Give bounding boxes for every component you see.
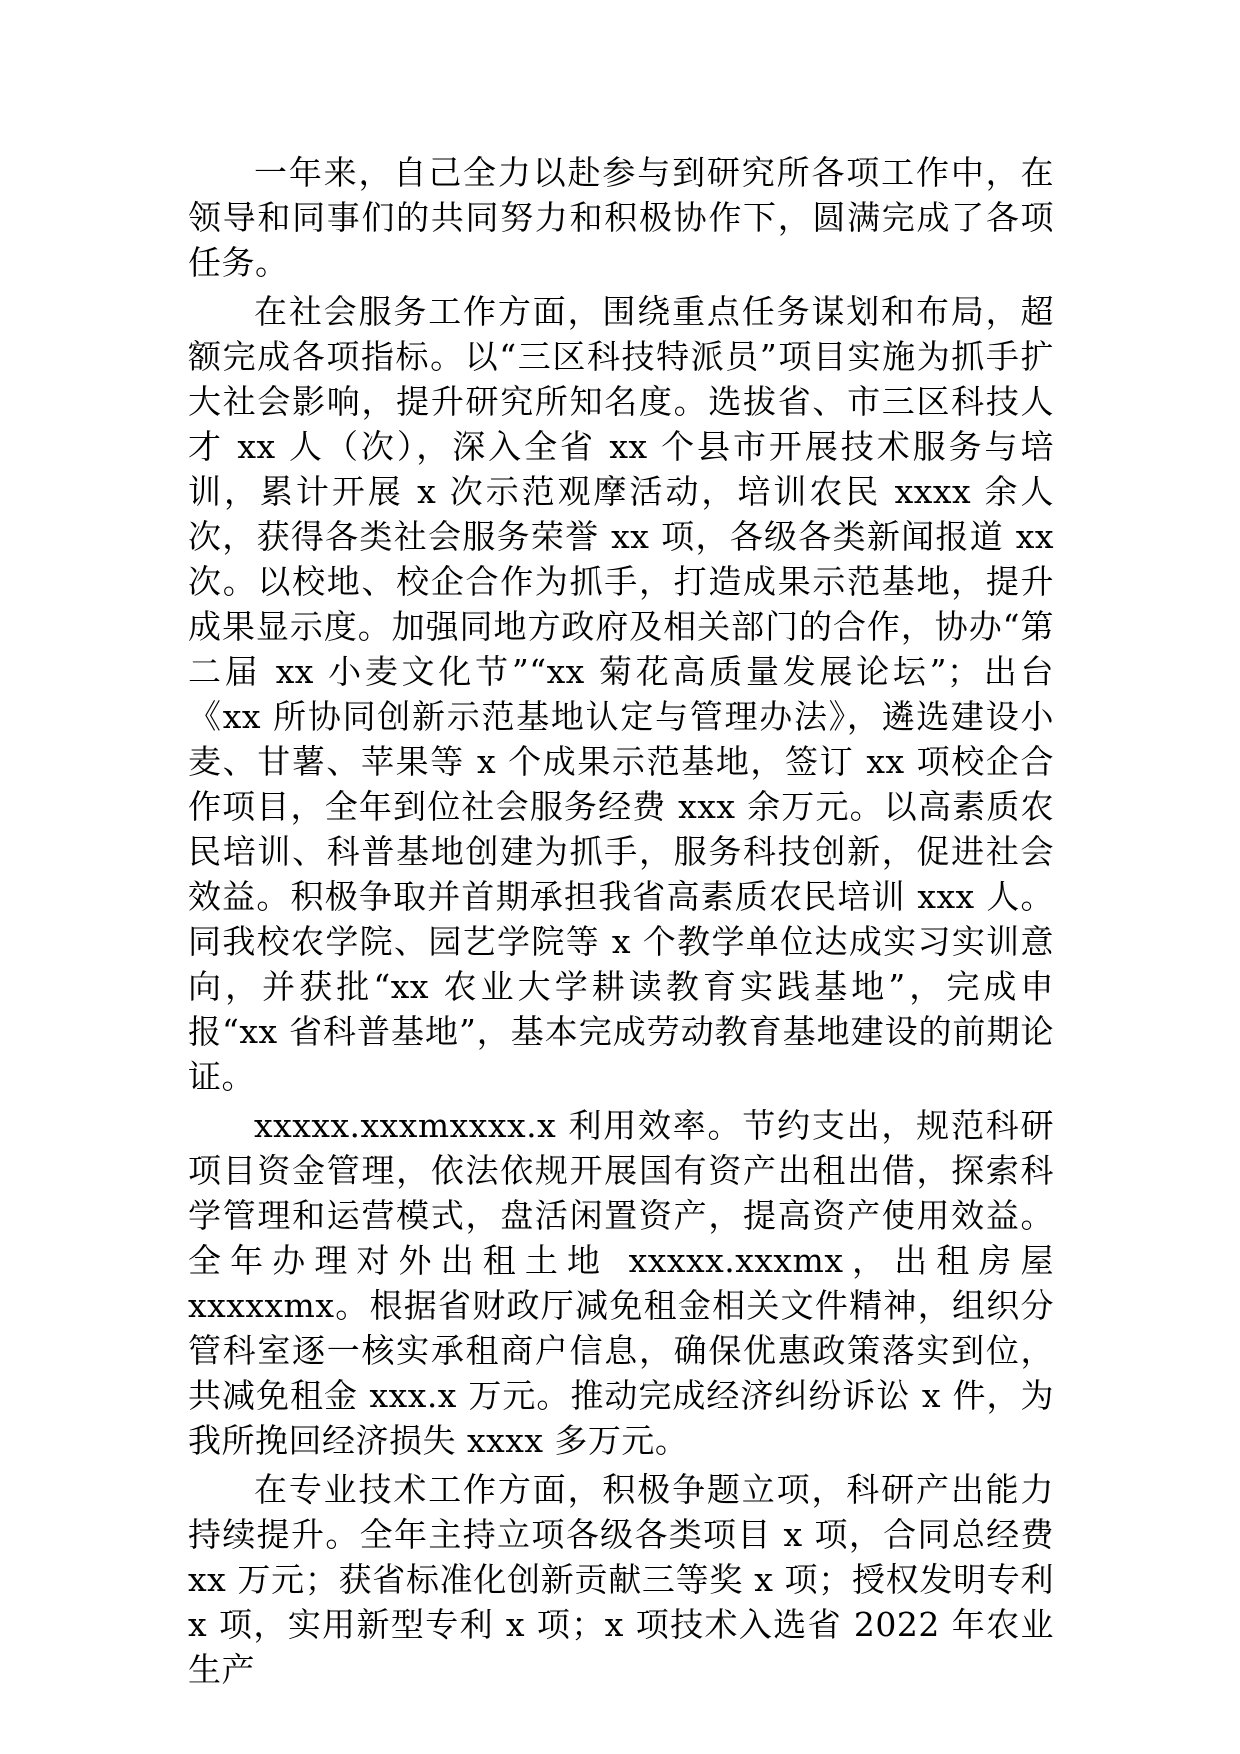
paragraph-asset-management: xxxxx.xxxmxxxx.x 利用效率。节约支出，规范科研项目资金管理，依法依规开展国有资产出租出借，探索科学管理和运营模式，盘活闲置资产，提高资产使用效益。全年办理对外出租土地 xxxxx.xxxmx，出租房屋 xxxxxmx。根据省财政厅减免租金相关文件精神，组织分管科室逐一核实承租商户信息，确保优惠政策落实到位，共减免租金 xxx.x 万元。推动完成经济纠纷诉讼 x 件，为我所挽回经济损失 xxxx 多万元。 <box>188 1106 1054 1460</box>
paragraph-professional-work: 在专业技术工作方面，积极争题立项，科研产出能力持续提升。全年主持立项各级各类项目 x 项，合同总经费 xx 万元；获省标准化创新贡献三等奖 x 项；授权发明专利 x 项，实用新型专利 x 项；x 项技术入选省 2022 年农业生产 <box>188 1470 1054 1689</box>
document-page <box>188 150 1054 1696</box>
paragraph-intro: 一年来，自己全力以赴参与到研究所各项工作中，在领导和同事们的共同努力和积极协作下，圆满完成了各项任务。 <box>188 153 1054 282</box>
paragraph-social-service: 在社会服务工作方面，围绕重点任务谋划和布局，超额完成各项指标。以“三区科技特派员”项目实施为抓手扩大社会影响，提升研究所知名度。选拔省、市三区科技人才 xx 人（次），深入全省 xx 个县市开展技术服务与培训，累计开展 x 次示范观摩活动，培训农民 xxxx 余人次，获得各类社会服务荣誉 xx 项，各级各类新闻报道 xx 次。以校地、校企合作为抓手，打造成果示范基地，提升成果显示度。加强同地方政府及相关部门的合作，协办“第二届 xx 小麦文化节”“xx 菊花高质量发展论坛”；出台《xx 所协同创新示范基地认定与管理办法》，遴选建设小麦、甘薯、苹果等 x 个成果示范基地，签订 xx 项校企合作项目，全年到位社会服务经费 xxx 余万元。以高素质农民培训、科普基地创建为抓手，服务科技创新，促进社会效益。积极争取并首期承担我省高素质农民培训 xxx 人。同我校农学院、园艺学院等 x 个教学单位达成实习实训意向，并获批“xx 农业大学耕读教育实践基地”，完成申报“xx 省科普基地”，基本完成劳动教育基地建设的前期论证。 <box>188 292 1054 1096</box>
